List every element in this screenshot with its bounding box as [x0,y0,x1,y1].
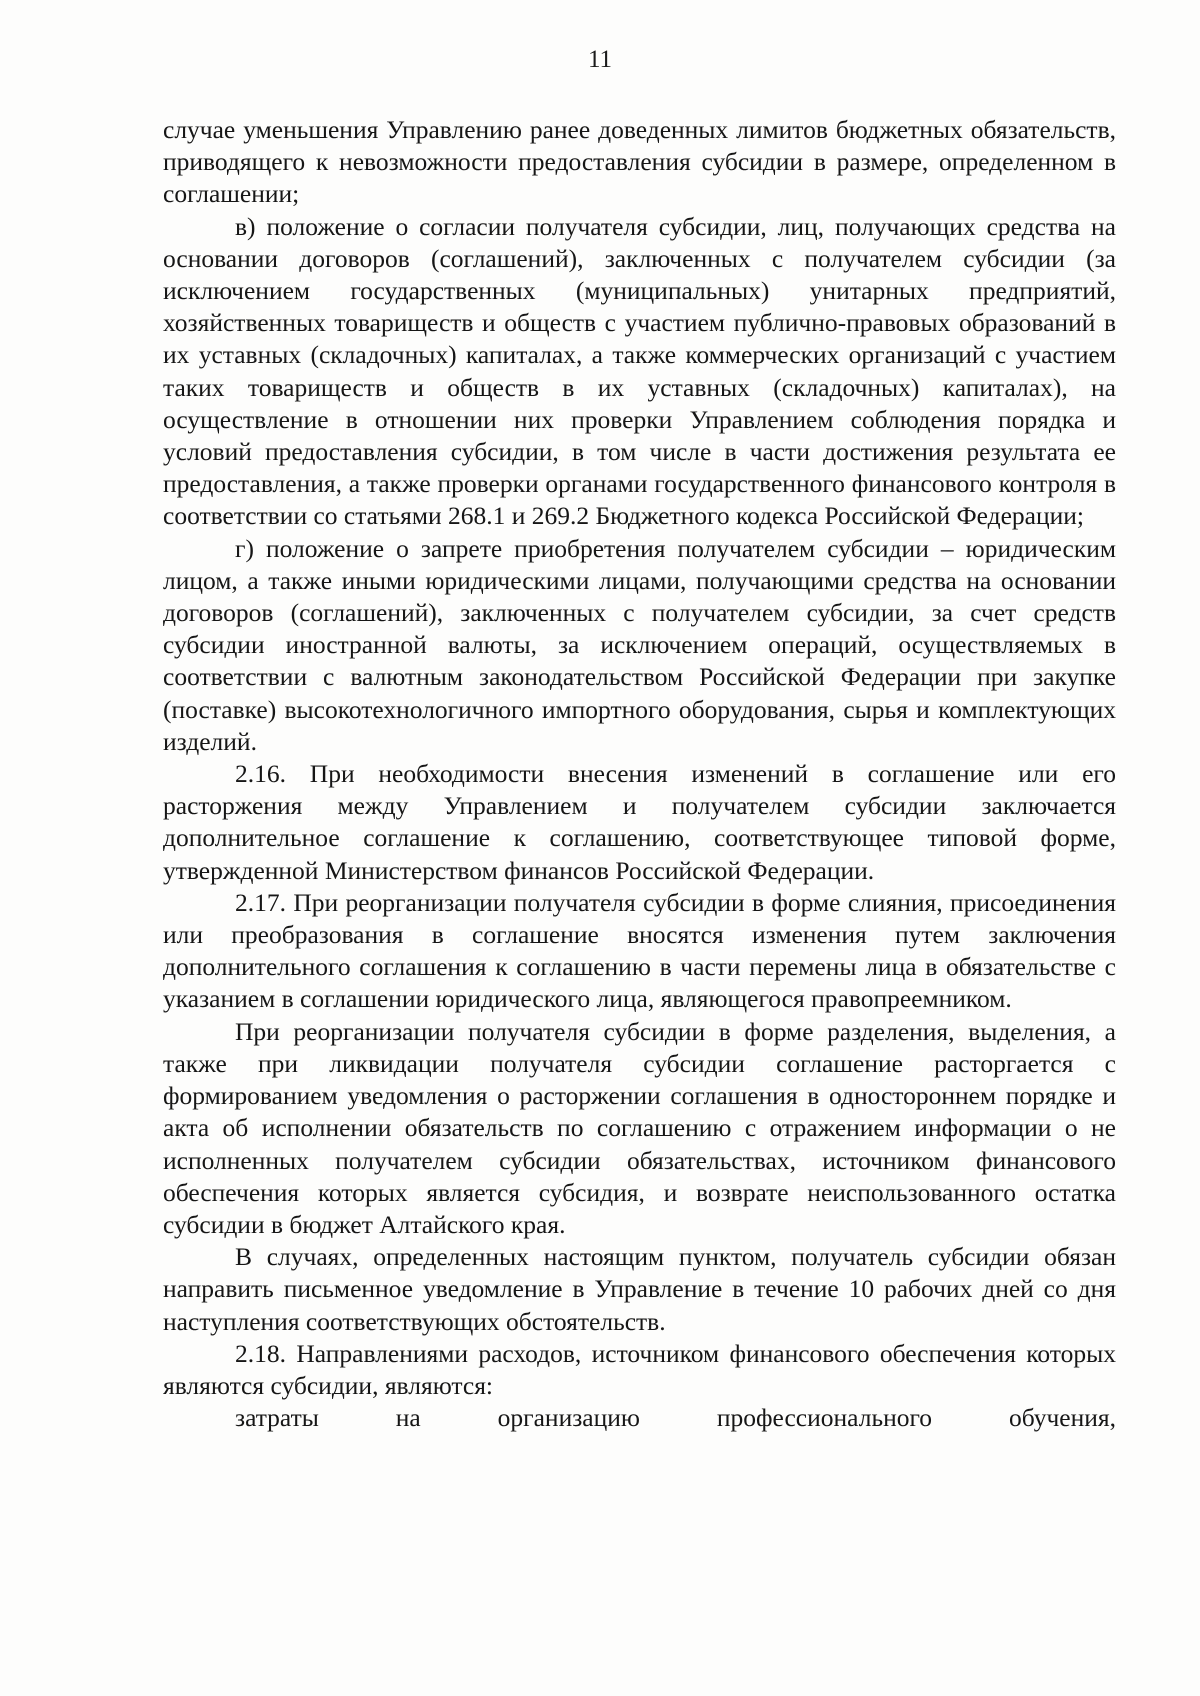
page-number: 11 [587,46,613,73]
document-body [163,114,1116,1434]
paragraph-2-17: 2.17. При реорганизации получателя субсидии в форме слияния, присоединения или преобразования в соглашение вносятся изменения путем заключения дополнительного соглашения к соглашению в части перемены лица в обязательстве с указанием в соглашении юридического лица, являющегося правопреемником. [163,887,1116,1014]
paragraph-item-g: г) положение о запрете приобретения получателем субсидии – юридическим лицом, а также иными юридическими лицами, получающими средства на основании договоров (соглашений), заключенных с получателем субсидии, за счет средств субсидии иностранной валюты, за исключением операций, осуществляемых в соответствии с валютным законодательством Российской Федерации при закупке (поставке) высокотехнологичного импортного оборудования, сырья и комплектующих изделий. [163,533,1116,756]
paragraph-2-18: 2.18. Направлениями расходов, источником финансового обеспечения которых являются субсидии, являются: [163,1338,1116,1400]
paragraph-expenses-start: затраты на организацию профессионального обучения, [235,1403,1116,1433]
paragraph-2-16: 2.16. При необходимости внесения изменений в соглашение или его расторжения между Управлением и получателем субсидии заключается дополнительное соглашение к соглашению, соответствующее типовой форме, утвержденной Министерством финансов Российской Федерации. [163,759,1116,885]
paragraph-reorganization-division: При реорганизации получателя субсидии в форме разделения, выделения, а также при ликвидации получателя субсидии соглашение расторгается с формированием уведомления о расторжении соглашения в одностороннем порядке и акта об исполнении обязательств по соглашению с отражением информации о не исполненных получателем субсидии обязательствах, источником финансового обеспечения которых является субсидия, и возврате неиспользованного остатка субсидии в бюджет Алтайского края. [163,1016,1116,1239]
paragraph-intro-continuation: случае уменьшения Управлению ранее доведенных лимитов бюджетных обязательств, приводящего к невозможности предоставления субсидии в размере, определенном в соглашении; [163,115,1116,209]
paragraph-item-v: в) положение о согласии получателя субсидии, лиц, получающих средства на основании договоров (соглашений), заключенных с получателем субсидии (за исключением государственных (муниципальных) унитарных предприятий, хозяйственных товариществ и обществ с участием публично-правовых образований в их уставных (складочных) капиталах, а также коммерческих организаций с участием таких товариществ и обществ в их уставных (складочных) капиталах), на осуществление в отношении них проверки Управлением соблюдения порядка и условий предоставления субсидии, в том числе в части достижения результата ее предоставления, а также проверки органами государственного финансового контроля в соответствии со статьями 268.1 и 269.2 Бюджетного кодекса Российской Федерации; [163,211,1116,531]
paragraph-notification: В случаях, определенных настоящим пунктом, получатель субсидии обязан направить письменное уведомление в Управление в течение 10 рабочих дней со дня наступления соответствующих обстоятельств. [163,1242,1116,1336]
